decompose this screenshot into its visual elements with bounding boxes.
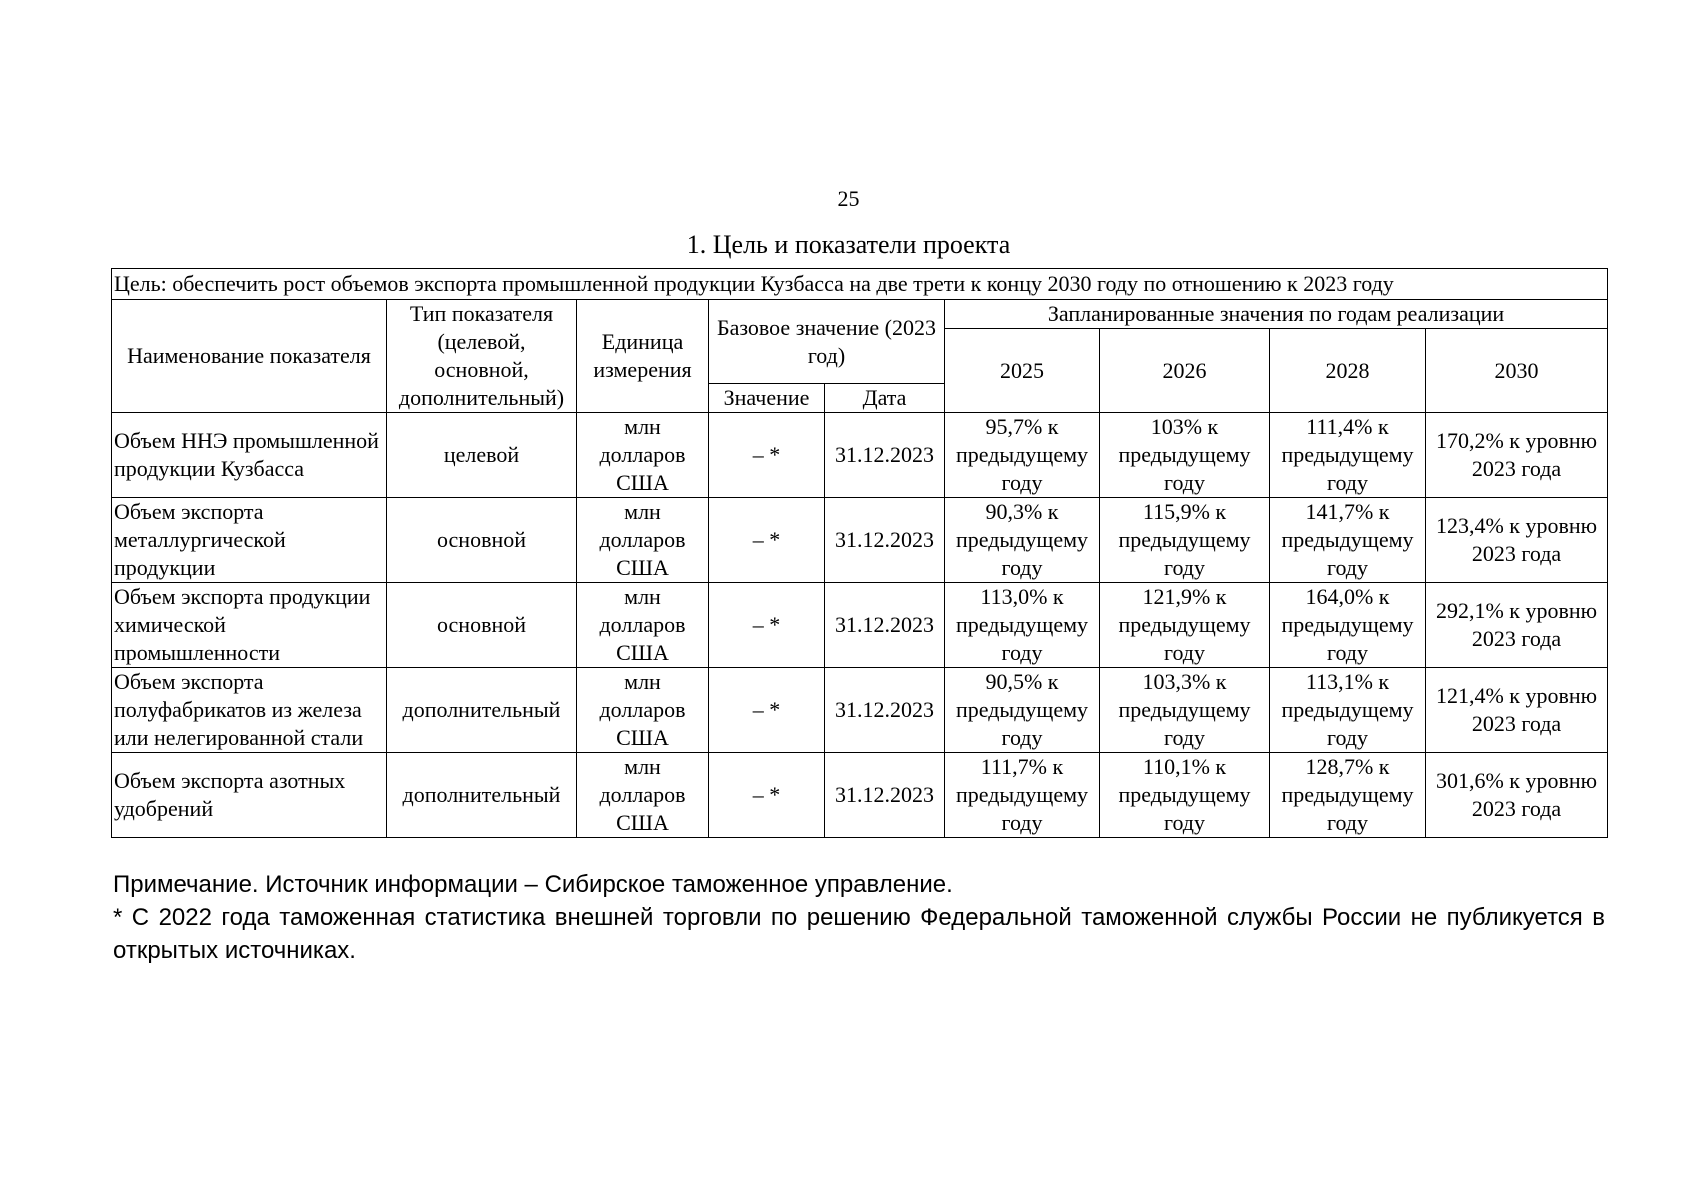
value-2028: 111,4% к предыдущему году: [1270, 413, 1426, 498]
value-2028: 141,7% к предыдущему году: [1270, 498, 1426, 583]
value-2025: 113,0% к предыдущему году: [945, 583, 1100, 668]
value-2030: 292,1% к уровню 2023 года: [1426, 583, 1608, 668]
header-base: Базовое значение (2023 год): [709, 300, 945, 384]
value-2026: 115,9% к предыдущему году: [1100, 498, 1270, 583]
table-row: [112, 583, 1608, 668]
header-base-value: Значение: [709, 384, 825, 413]
value-2026: 103% к предыдущему году: [1100, 413, 1270, 498]
base-date: 31.12.2023: [825, 498, 945, 583]
header-unit: Единица измерения: [577, 300, 709, 413]
header-planned: Запланированные значения по годам реализации: [945, 300, 1608, 329]
indicator-unit: млн долларов США: [577, 498, 709, 583]
base-date: 31.12.2023: [825, 753, 945, 838]
footnote: * С 2022 года таможенная статистика внешней торговли по решению Федеральной таможенной службы России не публикуется в открытых источниках.: [113, 904, 1605, 964]
value-2028: 113,1% к предыдущему году: [1270, 668, 1426, 753]
header-year-2030: 2030: [1426, 329, 1608, 413]
indicator-name: Объем экспорта полуфабрикатов из железа или нелегированной стали: [112, 668, 387, 753]
notes: [113, 868, 1605, 967]
indicator-type: основной: [387, 583, 577, 668]
header-year-2025: 2025: [945, 329, 1100, 413]
value-2026: 121,9% к предыдущему году: [1100, 583, 1270, 668]
header-row-1: [112, 300, 1608, 329]
table-body: [112, 269, 1608, 838]
value-2030: 121,4% к уровню 2023 года: [1426, 668, 1608, 753]
value-2030: 170,2% к уровню 2023 года: [1426, 413, 1608, 498]
base-date: 31.12.2023: [825, 668, 945, 753]
indicators-table: [111, 268, 1608, 838]
header-name: Наименование показателя: [112, 300, 387, 413]
indicator-unit: млн долларов США: [577, 753, 709, 838]
value-2028: 128,7% к предыдущему году: [1270, 753, 1426, 838]
table-row: [112, 413, 1608, 498]
base-value: – *: [709, 498, 825, 583]
indicator-name: Объем экспорта металлургической продукции: [112, 498, 387, 583]
indicator-type: целевой: [387, 413, 577, 498]
indicator-type: дополнительный: [387, 753, 577, 838]
value-2026: 103,3% к предыдущему году: [1100, 668, 1270, 753]
table-row: [112, 753, 1608, 838]
value-2025: 111,7% к предыдущему году: [945, 753, 1100, 838]
value-2030: 123,4% к уровню 2023 года: [1426, 498, 1608, 583]
indicator-type: основной: [387, 498, 577, 583]
table-row: [112, 498, 1608, 583]
goal-row: [112, 269, 1608, 300]
value-2025: 90,5% к предыдущему году: [945, 668, 1100, 753]
base-value: – *: [709, 753, 825, 838]
indicator-name: Объем экспорта азотных удобрений: [112, 753, 387, 838]
base-date: 31.12.2023: [825, 413, 945, 498]
value-2028: 164,0% к предыдущему году: [1270, 583, 1426, 668]
base-value: – *: [709, 583, 825, 668]
indicator-type: дополнительный: [387, 668, 577, 753]
base-value: – *: [709, 668, 825, 753]
indicator-unit: млн долларов США: [577, 668, 709, 753]
indicator-name: Объем ННЭ промышленной продукции Кузбасса: [112, 413, 387, 498]
goal-cell: Цель: обеспечить рост объемов экспорта промышленной продукции Кузбасса на две трети к концу 2030 году по отношению к 2023 году: [112, 269, 1608, 300]
indicator-unit: млн долларов США: [577, 583, 709, 668]
header-base-date: Дата: [825, 384, 945, 413]
base-value: – *: [709, 413, 825, 498]
indicator-unit: млн долларов США: [577, 413, 709, 498]
indicator-name: Объем экспорта продукции химической промышленности: [112, 583, 387, 668]
header-year-2028: 2028: [1270, 329, 1426, 413]
source-note: Примечание. Источник информации – Сибирское таможенное управление.: [113, 871, 953, 898]
value-2026: 110,1% к предыдущему году: [1100, 753, 1270, 838]
document-title: 1. Цель и показатели проекта: [686, 230, 1011, 259]
page-number: 25: [837, 186, 860, 211]
value-2025: 90,3% к предыдущему году: [945, 498, 1100, 583]
value-2030: 301,6% к уровню 2023 года: [1426, 753, 1608, 838]
header-year-2026: 2026: [1100, 329, 1270, 413]
header-type: Тип показателя (целевой, основной, дополнительный): [387, 300, 577, 413]
table-row: [112, 668, 1608, 753]
base-date: 31.12.2023: [825, 583, 945, 668]
value-2025: 95,7% к предыдущему году: [945, 413, 1100, 498]
